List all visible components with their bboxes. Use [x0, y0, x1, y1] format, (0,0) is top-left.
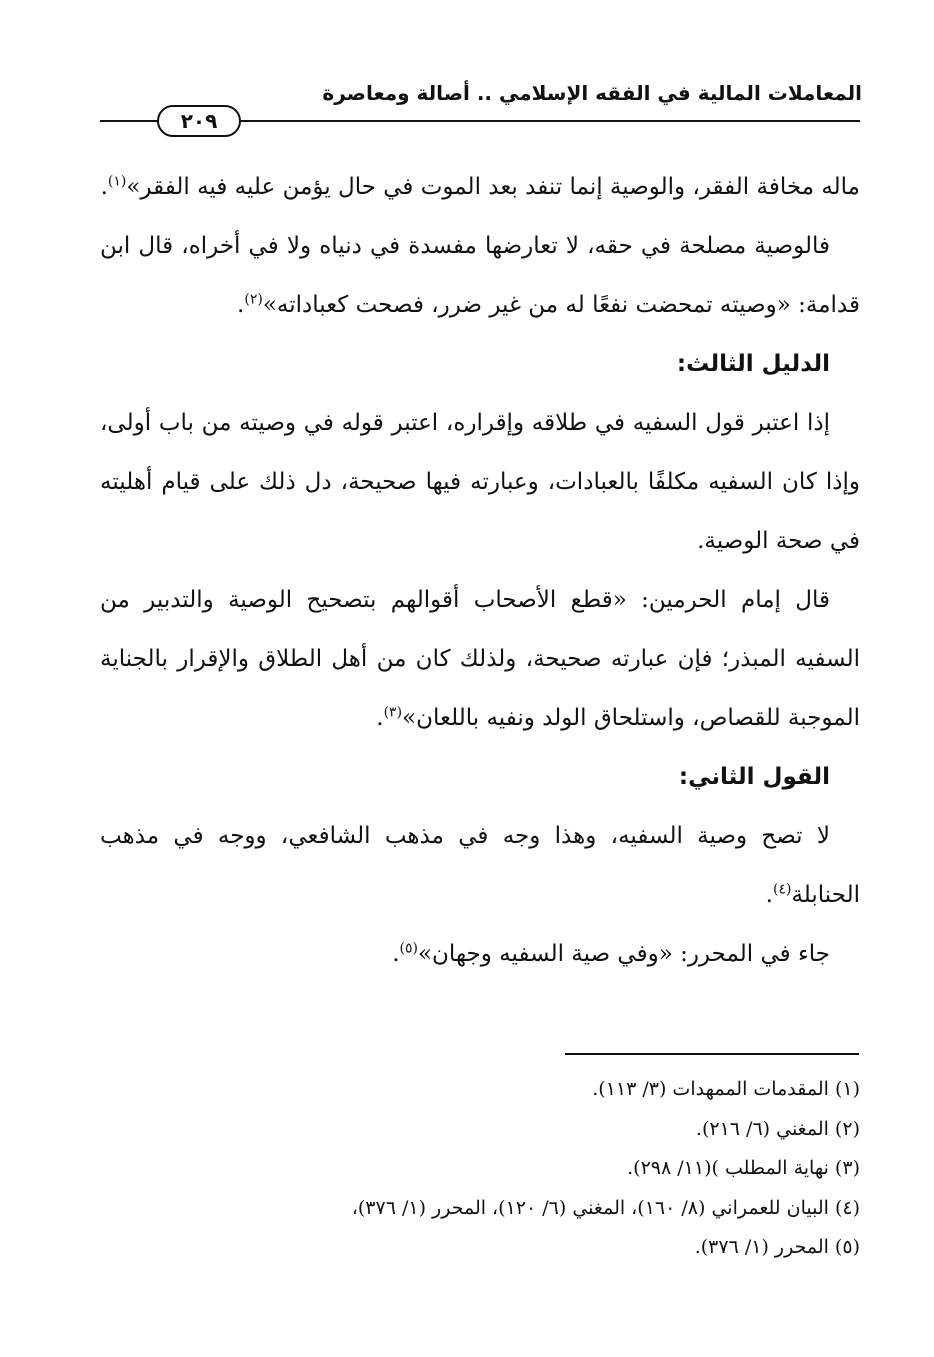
paragraph-2: فالوصية مصلحة في حقه، لا تعارضها مفسدة في دنياه ولا في أخراه، قال ابن قدامة: «وصيته تمحضت نفعًا له من غير ضرر، فصحت كعباداته»$^{(٢)}$.	[100, 233, 860, 318]
running-header: المعاملات المالية في الفقه الإسلامي .. أصالة ومعاصرة	[322, 81, 862, 105]
paragraph-6-text: جاء في المحرر: «وفي صية السفيه وجهان»	[417, 941, 830, 967]
paragraph-5: لا تصح وصية السفيه، وهذا وجه في مذهب الشافعي، ووجه في مذهب الحنابلة$^{(٤)}$.	[100, 823, 860, 908]
footnote-ref-1: (١)	[107, 173, 127, 190]
paragraph-5-text: لا تصح وصية السفيه، وهذا وجه في مذهب الشافعي، ووجه في مذهب الحنابلة	[100, 823, 860, 908]
section-heading-second-opinion: القول الثاني:	[678, 764, 830, 790]
footnote-ref-3: (٣)	[383, 704, 403, 721]
paragraph-2-text: فالوصية مصلحة في حقه، لا تعارضها مفسدة في دنياه ولا في أخراه، قال ابن قدامة: «وصيته تمحضت نفعًا له من غير ضرر، فصحت كعباداته»	[100, 233, 860, 318]
footnote-2: (٢) المغني (٦/ ٢١٦).	[695, 1117, 860, 1140]
paragraph-3: إذا اعتبر قول السفيه في طلاقه وإقراره، اعتبر قوله في وصيته من باب أولى، وإذا كان السفيه مكلفًا بالعبادات، وعبارته فيها صحيحة، دل ذلك على قيام أهليته في صحة الوصية.	[100, 410, 860, 554]
footnote-5: (٥) المحرر (١/ ٣٧٦).	[694, 1236, 860, 1258]
paragraph-6: جاء في المحرر: «وفي صية السفيه وجهان»$^{(٥)}$.	[392, 940, 830, 967]
paragraph-1: ماله مخافة الفقر، والوصية إنما تنفد بعد الموت في حال يؤمن عليه فيه الفقر»$^{(١)}$.	[100, 173, 860, 200]
section-heading-third-evidence: الدليل الثالث:	[676, 351, 830, 377]
main-text	[100, 158, 860, 984]
footnote-4: (٤) البيان للعمراني (٨/ ١٦٠)، المغني (٦/ ١٢٠)، المحرر (١/ ٣٧٦)،	[351, 1196, 860, 1219]
footnote-ref-4: (٤)	[772, 881, 792, 898]
footnote-1: (١) المقدمات الممهدات (٣/ ١١٣).	[592, 1078, 860, 1100]
paragraph-4-text: قال إمام الحرمين: «قطع الأصحاب أقوالهم بتصحيح الوصية والتدبير من السفيه المبذر؛ فإن عبارته صحيحة، ولذلك كان من أهل الطلاق والإقرار بالجناية الموجبة للقصاص، واستلحاق الولد ونفيه باللعان»	[100, 587, 860, 731]
footnote-3: (٣) نهاية المطلب )(١١/ ٢٩٨).	[627, 1157, 860, 1179]
footnote-ref-2: (٢)	[244, 291, 263, 308]
footnote-ref-5: (٥)	[399, 940, 418, 957]
footnotes-list	[100, 1070, 860, 1268]
paragraph-4: قال إمام الحرمين: «قطع الأصحاب أقوالهم بتصحيح الوصية والتدبير من السفيه المبذر؛ فإن عبارته صحيحة، ولذلك كان من أهل الطلاق والإقرار بالجناية الموجبة للقصاص، واستلحاق الولد ونفيه باللعان»$^{(٣)}$.	[100, 587, 860, 731]
page-number-badge: ٢٠٩	[157, 105, 241, 137]
footnote-separator	[565, 1053, 859, 1055]
paragraph-1-text: ماله مخافة الفقر، والوصية إنما تنفد بعد الموت في حال يؤمن عليه فيه الفقر»	[126, 174, 860, 200]
